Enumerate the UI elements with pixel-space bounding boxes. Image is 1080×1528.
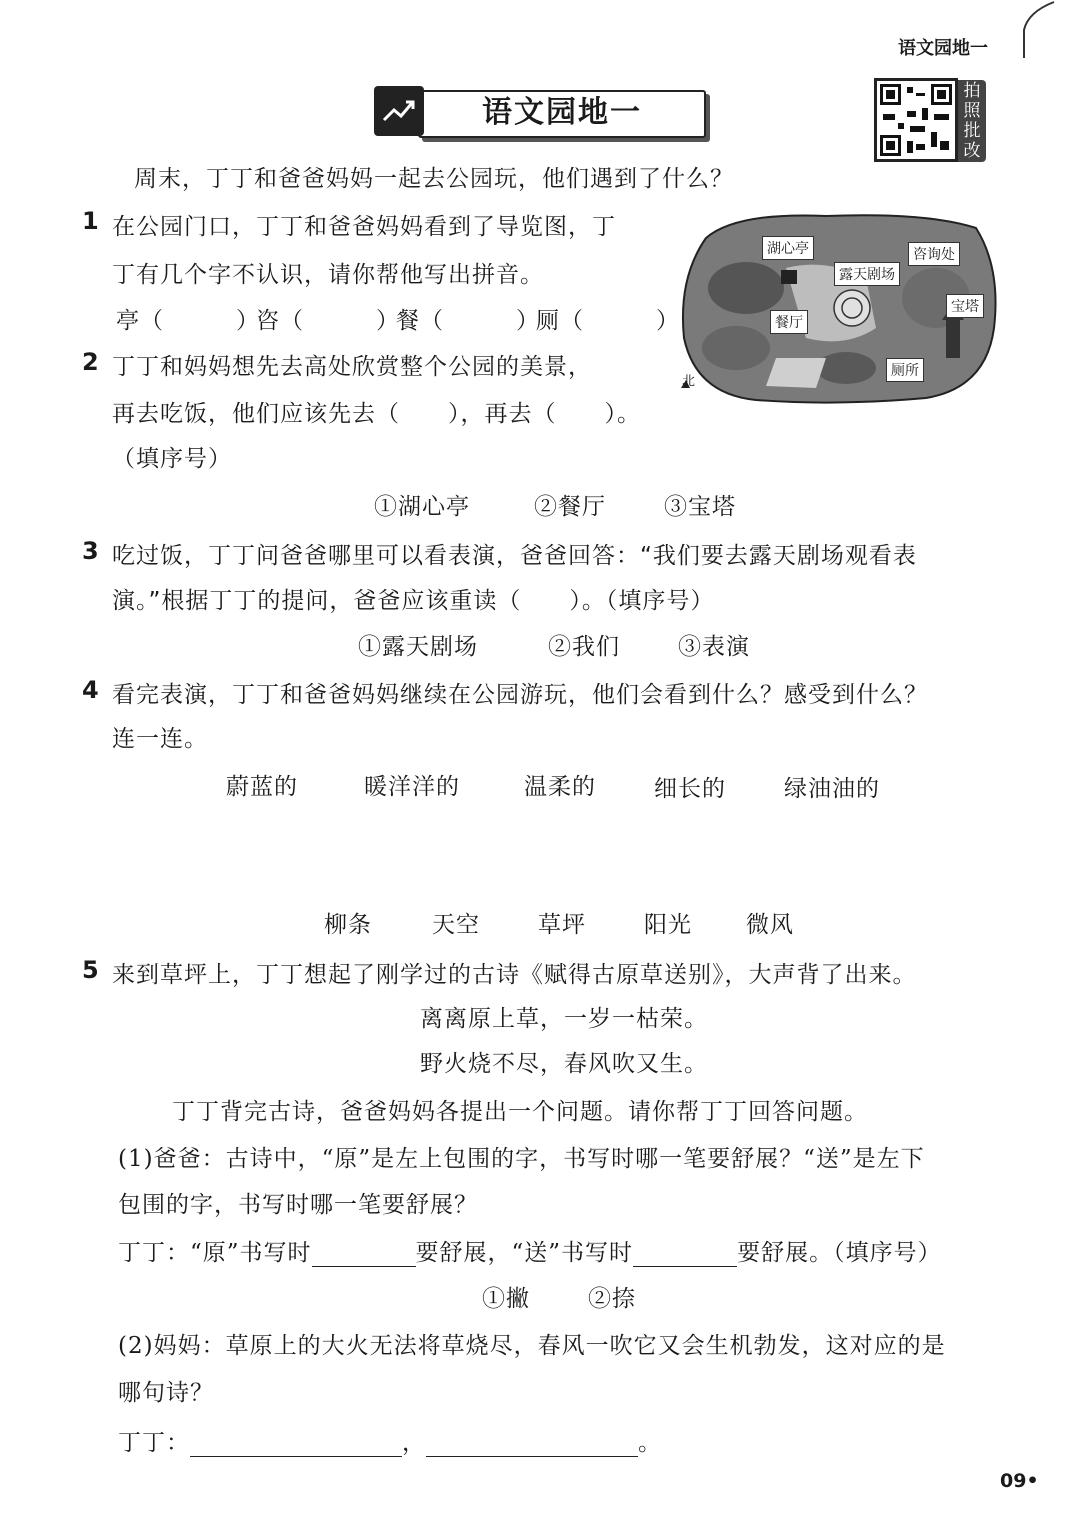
page-number: 09• bbox=[1000, 1470, 1039, 1492]
answer-blank[interactable] bbox=[633, 1243, 737, 1267]
map-label: 厕所 bbox=[886, 358, 924, 382]
match-noun[interactable]: 草坪 bbox=[538, 912, 586, 938]
poem-line: 离离原上草，一岁一枯荣。 bbox=[420, 1006, 708, 1032]
question-number: 5 bbox=[82, 956, 99, 984]
match-adjective[interactable]: 蔚蓝的 bbox=[226, 774, 298, 800]
north-marker: 北 bbox=[682, 374, 696, 389]
answer-blank[interactable] bbox=[190, 1433, 402, 1457]
option: ①湖心亭 bbox=[374, 494, 470, 520]
qr-tag-char: 照 bbox=[963, 101, 981, 121]
sub-question-text: (2)妈妈：草原上的大火无法将草烧尽，春风一吹它又会生机勃发，这对应的是 bbox=[118, 1333, 946, 1359]
pinyin-blank[interactable]: 餐（ ） bbox=[396, 308, 540, 334]
qr-tag-char: 改 bbox=[963, 141, 981, 161]
option: ②我们 bbox=[548, 634, 620, 660]
photo-grading-tag bbox=[958, 80, 986, 162]
trend-icon bbox=[374, 86, 424, 136]
match-adjective[interactable]: 温柔的 bbox=[524, 774, 596, 800]
answer-line bbox=[118, 1424, 662, 1457]
poem-line: 野火烧不尽，春风吹又生。 bbox=[420, 1051, 708, 1077]
question-number: 1 bbox=[82, 207, 99, 235]
sub-question-text: 哪句诗？ bbox=[118, 1380, 214, 1406]
option: ③表演 bbox=[678, 634, 750, 660]
map-label: 露天剧场 bbox=[834, 262, 900, 286]
title-banner bbox=[374, 86, 710, 144]
question-text: 演。”根据丁丁的提问，爸爸应该重读（ ）。（填序号） bbox=[112, 588, 715, 614]
answer-text: 丁丁：“原”书写时 bbox=[118, 1240, 312, 1266]
question-text: 连一连。 bbox=[112, 726, 208, 752]
question-text: 丁有几个字不认识，请你帮他写出拼音。 bbox=[112, 262, 544, 288]
answer-line bbox=[118, 1234, 942, 1267]
answer-blank[interactable] bbox=[426, 1433, 638, 1457]
qr-tag-char: 批 bbox=[963, 121, 981, 141]
pinyin-blank[interactable]: 厕（ ） bbox=[536, 308, 680, 334]
sub-question-text: 包围的字，书写时哪一笔要舒展？ bbox=[118, 1192, 478, 1218]
question-text: 在公园门口，丁丁和爸爸妈妈看到了导览图，丁 bbox=[112, 214, 616, 240]
answer-text: ， bbox=[402, 1430, 426, 1456]
question-text: 看完表演，丁丁和爸爸妈妈继续在公园游玩，他们会看到什么？感受到什么？ bbox=[112, 682, 928, 708]
option: ①露天剧场 bbox=[358, 634, 478, 660]
page-corner-decoration bbox=[1016, 0, 1056, 60]
intro-text: 周末，丁丁和爸爸妈妈一起去公园玩，他们遇到了什么？ bbox=[134, 166, 734, 192]
question-number: 3 bbox=[82, 537, 99, 565]
question-hint: （填序号） bbox=[112, 446, 232, 472]
sub-question-text: (1)爸爸：古诗中，“原”是左上包围的字，书写时哪一笔要舒展？“送”是左下 bbox=[118, 1146, 925, 1172]
map-label: 餐厅 bbox=[770, 310, 808, 334]
option: ②餐厅 bbox=[534, 494, 606, 520]
pinyin-blank[interactable]: 咨（ ） bbox=[256, 308, 400, 334]
answer-text: 要舒展，“送”书写时 bbox=[415, 1240, 634, 1266]
map-label: 咨询处 bbox=[908, 242, 960, 266]
answer-text: 要舒展。（填序号） bbox=[737, 1240, 942, 1266]
match-adjective[interactable]: 绿油油的 bbox=[784, 776, 880, 802]
match-adjective[interactable]: 暖洋洋的 bbox=[364, 774, 460, 800]
page-title: 语文园地一 bbox=[482, 95, 642, 130]
option: ③宝塔 bbox=[664, 494, 736, 520]
question-number: 4 bbox=[82, 676, 99, 704]
qr-tag-char: 拍 bbox=[963, 81, 981, 101]
header-section-label: 语文园地一 bbox=[898, 38, 988, 59]
question-text: 再去吃饭，他们应该先去（ ），再去（ ）。 bbox=[112, 401, 641, 427]
question-number: 2 bbox=[82, 348, 99, 376]
match-noun[interactable]: 阳光 bbox=[644, 912, 692, 938]
match-adjective[interactable]: 细长的 bbox=[654, 776, 726, 802]
question-text: 来到草坪上，丁丁想起了刚学过的古诗《赋得古原草送别》，大声背了出来。 bbox=[112, 962, 917, 988]
map-label: 湖心亭 bbox=[762, 236, 814, 260]
option: ①撇 bbox=[482, 1286, 530, 1312]
match-noun[interactable]: 天空 bbox=[432, 912, 480, 938]
question-prompt: 丁丁背完古诗，爸爸妈妈各提出一个问题。请你帮丁丁回答问题。 bbox=[172, 1099, 868, 1125]
answer-text: 丁丁： bbox=[118, 1430, 190, 1456]
option: ②捺 bbox=[588, 1286, 636, 1312]
match-noun[interactable]: 微风 bbox=[746, 912, 794, 938]
question-text: 吃过饭，丁丁问爸爸哪里可以看表演，爸爸回答：“我们要去露天剧场观看表 bbox=[112, 543, 917, 569]
match-noun[interactable]: 柳条 bbox=[324, 912, 372, 938]
map-label: 宝塔 bbox=[946, 294, 984, 318]
question-text: 丁丁和妈妈想先去高处欣赏整个公园的美景， bbox=[112, 354, 592, 380]
answer-blank[interactable] bbox=[312, 1243, 416, 1267]
qr-code-icon[interactable] bbox=[874, 78, 958, 162]
park-guide-map bbox=[676, 208, 1002, 408]
pinyin-blank[interactable]: 亭（ ） bbox=[116, 308, 260, 334]
answer-text: 。 bbox=[638, 1430, 662, 1456]
